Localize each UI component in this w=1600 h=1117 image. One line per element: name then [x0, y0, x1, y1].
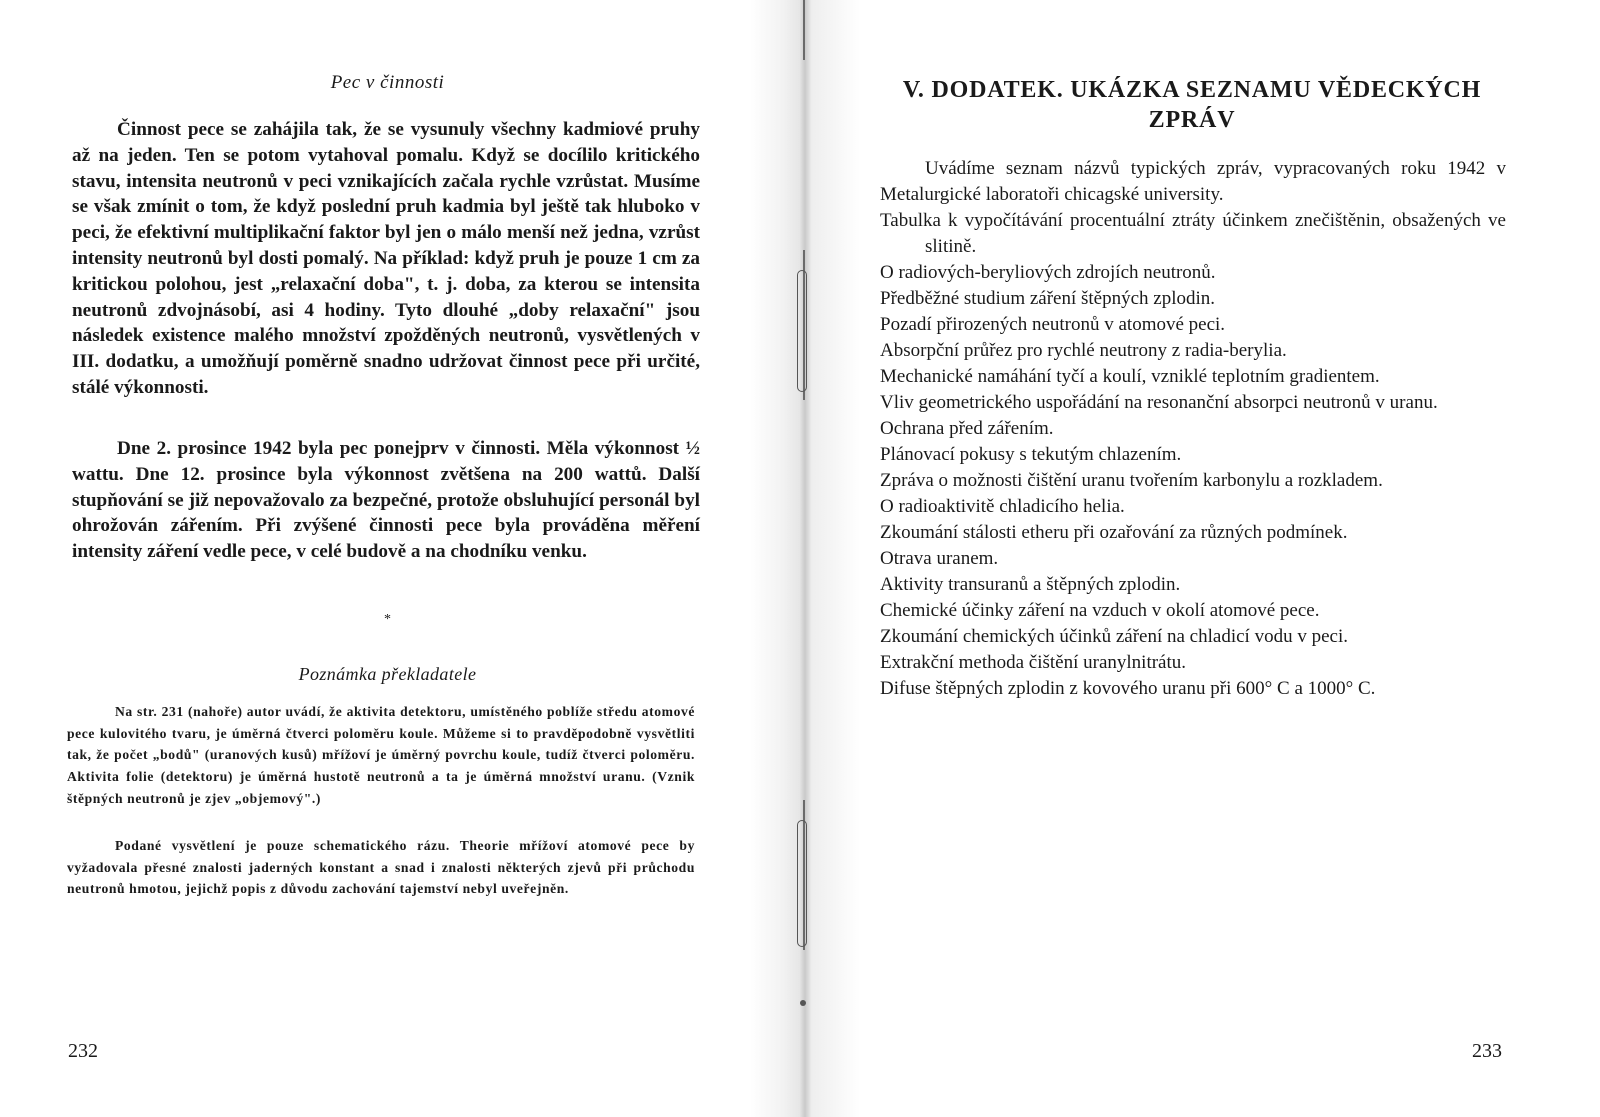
body-paragraph	[72, 117, 700, 401]
report-item: Plánovací pokusy s tekutým chlazením.	[880, 444, 1182, 465]
report-item: Chemické účinky záření na vzduch v okolí atomové pece.	[880, 600, 1320, 621]
report-item: O radiových-beryliových zdrojích neutronů.	[880, 262, 1216, 283]
paragraph-text: Dne 2. prosince 1942 byla pec ponejprv v činnosti. Měla výkonnost ½ wattu. Dne 12. prosince byla výkonnost zvětšena na 200 wattů. Další stupňování se již nepovažovalo za bezpečné, protože obsluhující personál byl ohrožován zářením. Při zvýšené činnosti pece byla prováděna měření intensity záření vedle pece, v celé budově a na chodníku venku.	[72, 438, 700, 563]
note-text: Na str. 231 (nahoře) autor uvádí, že aktivita detektoru, umístěného poblíže středu atomové pece kulovitého tvaru, je úměrná čtverci poloměru koule. Můžeme si to pravděpodobně vysvětliti tak, že počet „bodů" (uranových kusů) mřížoví je úměrný povrchu koule, tudíž čtverci poloměru. Aktivita folie (detektoru) je úměrná hustotě neutronů a ta je úměrná množství uranu. (Vznik štěpných neutronů je zjev „objemový".)	[67, 704, 695, 806]
chapter-title: V. DODATEK. UKÁZKA SEZNAMU VĚDECKÝCH ZPRÁV	[902, 77, 1482, 133]
section-separator: *	[384, 612, 391, 627]
report-item: Mechanické namáhání tyčí a koulí, vzniklé teplotním gradientem.	[880, 366, 1380, 387]
intro-paragraph: Uvádíme seznam názvů typických zpráv, vypracovaných roku 1942 v Metalurgické laboratoři chicagské university.	[880, 158, 1506, 205]
report-item: Zpráva o možnosti čištění uranu tvořením karbonylu a rozkladem.	[880, 470, 1383, 491]
report-item: Difuse štěpných zplodin z kovového uranu při 600° C a 1000° C.	[880, 678, 1376, 699]
report-item: Extrakční methoda čištění uranylnitrátu.	[880, 652, 1187, 673]
translator-note-paragraph	[67, 835, 695, 900]
report-item: Ochrana před zářením.	[880, 418, 1054, 439]
report-item: Tabulka k vypočítávání procentuální ztráty účinkem znečištěnin, obsažených ve slitině.	[880, 210, 1506, 257]
page-number-right: 233	[1472, 1040, 1502, 1062]
book-gutter	[750, 0, 860, 1117]
report-item: Vliv geometrického uspořádání na resonanční absorpci neutronů v uranu.	[880, 392, 1438, 413]
paragraph-text: Činnost pece se zahájila tak, že se vysunuly všechny kadmiové pruhy až na jeden. Ten se potom vytahoval pomalu. Když se docílilo kritického stavu, intensita neutronů v peci vznikajících začala rychle vzrůstat. Musíme se však zmínit o tom, že když poslední pruh kadmia byl ještě tak hluboko v peci, že efektivní multiplikační faktor byl jen o málo menší než jedna, vzrůst intensity neutronů byl dosti pomalý. Na příklad: když pruh je pouze 1 cm za kritickou polohou, jest „relaxační doba", t. j. doba, za kterou se intensita neutronů zdvojnásobí, asi 4 hodiny. Tyto dlouhé „doby relaxační" jsou následek existence malého množství zpožděných neutronů, vysvětlených v III. dodatku, a umožňují poměrně snadno udržovat činnost pece při určité, stálé výkonnosti.	[72, 119, 700, 398]
page-number-left: 232	[68, 1040, 98, 1062]
translator-note-title: Poznámka překladatele	[298, 664, 477, 684]
report-item: Otrava uranem.	[880, 548, 999, 569]
report-item: Pozadí přirozených neutronů v atomové peci.	[880, 314, 1226, 335]
body-paragraph	[72, 436, 700, 565]
report-item: Zkoumání stálosti etheru při ozařování za různých podmínek.	[880, 522, 1348, 543]
running-head: Pec v činnosti	[330, 72, 445, 93]
spine-line	[803, 0, 805, 60]
report-item: Předběžné studium záření štěpných zplodin.	[880, 288, 1216, 309]
binding-stitch	[797, 820, 807, 947]
translator-note-paragraph	[67, 701, 695, 810]
report-item: Zkoumání chemických účinků záření na chladicí vodu v peci.	[880, 626, 1348, 647]
report-item: O radioaktivitě chladicího helia.	[880, 496, 1125, 517]
report-item: Aktivity transuranů a štěpných zplodin.	[880, 574, 1181, 595]
binding-stitch	[797, 270, 807, 392]
note-text: Podané vysvětlení je pouze schematického rázu. Theorie mřížoví atomové pece by vyžadovala přesné znalosti jaderných konstant a snad i znalosti některých zjevů při průchodu neutronů hmotou, jejichž popis z důvodu zachování tajemství nebyl uveřejněn.	[67, 838, 695, 897]
report-item: Absorpční průřez pro rychlé neutrony z radia-berylia.	[880, 340, 1287, 361]
spine-mark	[800, 1000, 806, 1006]
report-list	[880, 208, 1506, 702]
